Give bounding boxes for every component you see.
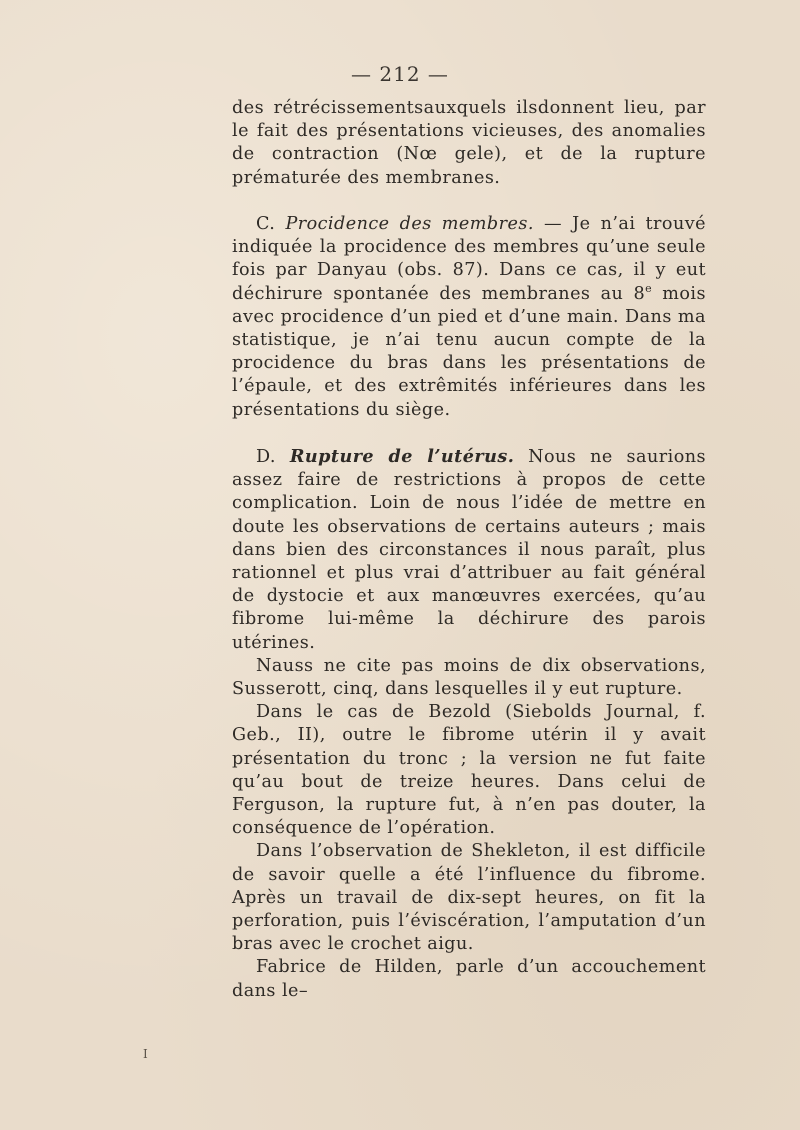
paragraph-shekleton: Dans l’observation de Shekleton, il est difficile de savoir quelle a été l’influence du fibrome. Après un travail de dix-sept heures, on fit la perforation, puis l’éviscération, l’amputation d’un bras avec le crochet aigu. — [232, 841, 706, 955]
stray-mark: I — [143, 1047, 148, 1061]
paragraph-procidence-text-b: mois avec procidence d’un pied et d’une main. Dans ma statistique, je n’ai tenu aucun compte de la procidence du bras dans les présentations de l’épaule, et des extrêmités inférieures dans les présentations du siège. — [232, 283, 706, 420]
section-label-d: D. — [256, 447, 276, 468]
paragraph-procidence — [232, 213, 706, 422]
paragraph-procidence-text-a: — Je n’ai trouvé indiquée la procidence des membres qu’une seule fois par Danyau (obs. 87). Dans ce cas, il y eut déchirure spontanée des membranes au 8 — [232, 214, 706, 304]
section-title-rupture: Rupture de l’utérus. — [289, 446, 515, 468]
paragraph-nauss: Nauss ne cite pas moins de dix observations, Susserott, cinq, dans lesquelles il y eut rupture. — [232, 655, 706, 700]
section-title-procidence: Procidence des membres. — [285, 214, 534, 234]
paragraph-bezold: Dans le cas de Bezold (Siebolds Journal, f. Geb., II), outre le fibrome utérin il y avait présentation du tronc ; la version ne fut faite qu’au bout de treize heures. Dans celui de Ferguson, la rupture fut, à n’en pas douter, la conséquence de l’opération. — [232, 702, 706, 839]
paragraph-1: des rétrécissementsauxquels ilsdonnent lieu, par le fait des présentations vicieuses, des anomalies de contraction (Nœ gele), et de la rupture prématurée des membranes. — [232, 98, 706, 188]
paragraph-fabrice: Fabrice de Hilden, parle d’un accouchement dans le– — [232, 957, 706, 1001]
paragraph-rupture — [232, 445, 706, 655]
page-number: — 212 — — [351, 62, 449, 86]
body-text — [232, 97, 706, 1003]
section-label-c: C. — [256, 214, 276, 234]
superscript-e: e — [645, 281, 653, 295]
paragraph-rupture-text: Nous ne saurions assez faire de restrictions à propos de cette complication. Loin de nous l’idée de mettre en doute les observations de certains auteurs ; mais dans bien des circonstances il nous paraît, plus rationnel et plus vrai d’attribuer au fait général de dystocie et aux manœuvres exercées, qu’au fibrome lui-même la déchirure des parois utérines. — [232, 447, 706, 653]
